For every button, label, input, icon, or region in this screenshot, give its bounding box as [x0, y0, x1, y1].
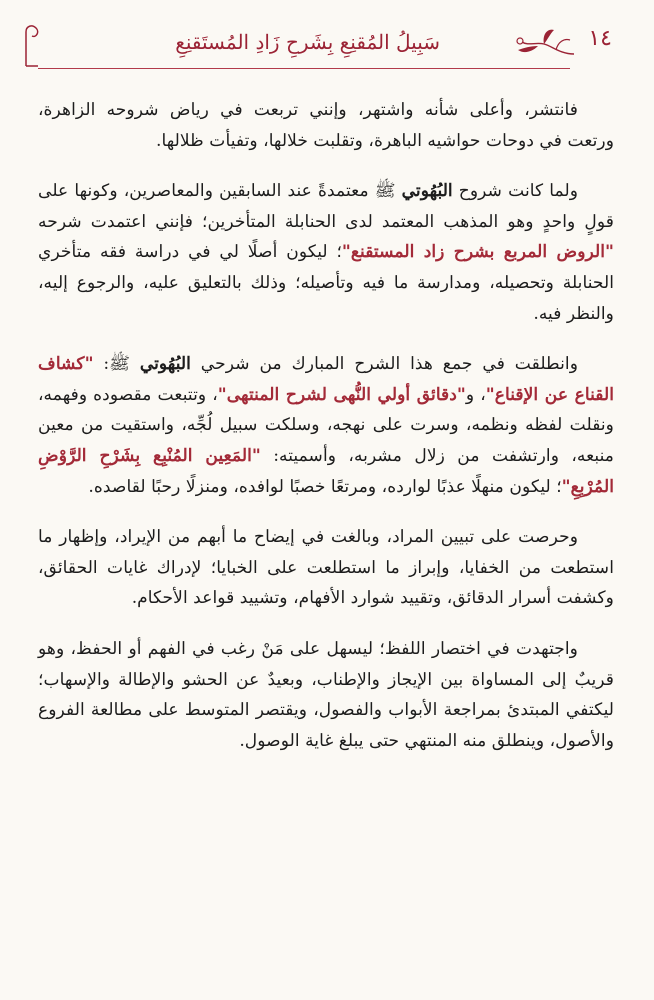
name-emphasis: البُهُوتي	[401, 181, 453, 202]
running-title: سَبِيلُ المُقنِعِ بِشَرحِ زَادِ المُستَقنِعِ	[175, 30, 440, 54]
paragraph	[38, 349, 614, 502]
text-run: واجتهدت في اختصار اللفظ؛ ليسهل على مَنْ رغب في الفهم أو الحفظ، وهو قريبٌ إلى المساواة بين الإيجاز والإطناب، وبعيدٌ عن الحشو والإطالة والإسهاب؛ ليكتفي المبتدئ بمراجعة الأبواب والفصول، ويقتصر المتوسط على مطالعة الفروع والأصول، وينطلق منه المنتهي حتى يبلغ غاية الوصول.	[38, 638, 614, 751]
body-text	[38, 95, 614, 776]
book-title-highlight: "الروض المربع بشرح زاد المستقنع"	[341, 242, 614, 263]
text-run: ؛ ليكون منهلًا عذبًا لوارده، ومرتعًا خصبًا لوافده، ومنزلًا رحبًا لقاصده.	[88, 476, 562, 497]
text-run: ، وتتبعت مقصوده وفهمه، ونقلت لفظه ونظمه، وسرت على نهجه، وسلكت سبيل لُجِّه، واستقيت من معين منبعه، وارتشفت من زلال مشربه، وأسميته:	[38, 384, 615, 466]
paragraph	[38, 522, 614, 614]
text-run: ؛ ليكون أصلًا لي في دراسة فقه متأخري الحنابلة وتحصيله، ومدارسة ما فيه وتأصيله؛ وذلك بالتعليق عليه، والرجوع إليه، والنظر فيه.	[38, 242, 614, 324]
floral-ornament-icon	[508, 24, 576, 64]
text-run: ﷺ معتمدةً عند السابقين والمعاصرين، وكونها على قولٍ واحدٍ وهو المذهب المعتمد لدى الحنابلة المتأخرين؛ فإنني اعتمدت شرحه	[38, 181, 614, 232]
text-run: فانتشر، وأعلى شأنه واشتهر، وإنني تربعت في رياض شروحه الزاهرة، ورتعت في دوحات حواشيه الباهرة، وتقلبت خلالها، وتفيأت ظلالها.	[38, 100, 614, 151]
text-run: ولما كانت شروح	[452, 181, 579, 202]
text-run: وحرصت على تبيين المراد، وبالغت في إيضاح ما أبهم من الإيراد، وإظهار ما استطعت من الخفايا، وإبراز ما استطلعت على الخبايا؛ لإدراك غايات الحقائق، وكشفت أسرار الدقائق، وتقييد شوارد الأفهام، وتشييد قواعد الأحكام.	[38, 527, 614, 609]
paragraph	[38, 176, 614, 329]
page-header	[24, 22, 630, 70]
page-number: ١٤	[588, 26, 612, 51]
corner-ornament-icon	[24, 22, 64, 68]
text-run: وانطلقت في جمع هذا الشرح المبارك من شرحي	[190, 354, 578, 375]
header-rule	[38, 68, 570, 69]
book-title-highlight: "دقائق أولي النُّهى لشرح المنتهى"	[217, 384, 466, 405]
name-emphasis: البُهُوتي	[139, 354, 191, 375]
text-run: ﷺ:	[93, 354, 140, 375]
paragraph	[38, 634, 614, 756]
book-title-highlight: "المَعِين المُنْبِع بِشَرْحِ الرَّوْضِ المُرْبِعِ"	[38, 445, 614, 497]
text-run: ، و	[465, 384, 486, 405]
book-title-highlight: "كشاف القناع عن الإقناع"	[38, 354, 615, 405]
paragraph	[38, 95, 614, 156]
